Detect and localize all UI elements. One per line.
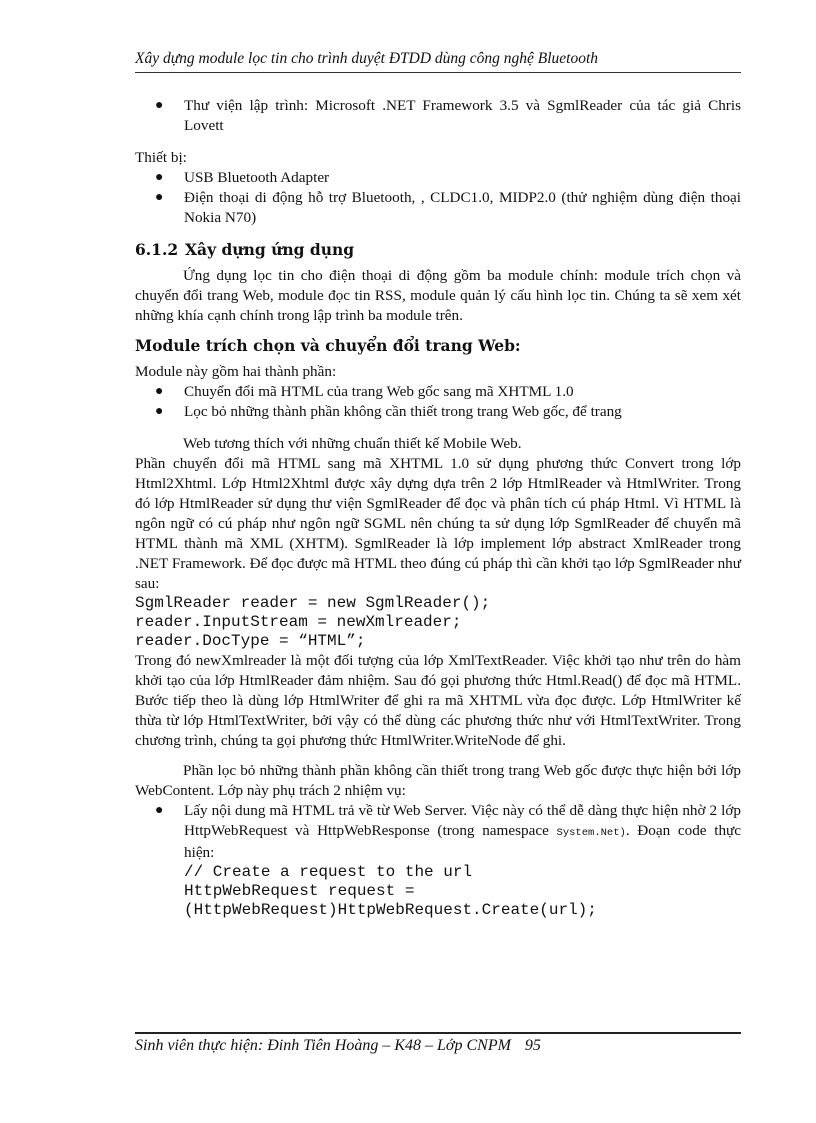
code-line: reader.InputStream = newXmlreader; <box>135 613 462 631</box>
page-number: 95 <box>524 1037 541 1054</box>
module-bullet-continuation: Web tương thích với những chuẩn thiết kế Mobile Web. <box>183 435 522 452</box>
code-line: SgmlReader reader = new SgmlReader(); <box>135 594 491 612</box>
header-rule <box>135 72 741 73</box>
bullet-dot-icon: ● <box>155 98 164 113</box>
task-bullet-text: Lấy nội dung mã HTML trả về từ Web Server. Việc này có thể dễ dàng thực hiện nhờ 2 lớp HttpWebRequest và HttpWebResponse (trong namespace <box>184 802 741 839</box>
device-bullet-1 <box>135 168 741 188</box>
module-heading: Module trích chọn và chuyển đổi trang Web: <box>135 336 521 355</box>
bullet-dot-icon: ● <box>155 190 164 205</box>
bullet-dot-icon: ● <box>155 384 164 399</box>
footer-rule <box>135 1032 741 1034</box>
section-title: Xây dựng ứng dụng <box>185 240 355 259</box>
bullet-dot-icon: ● <box>155 170 164 185</box>
page-body <box>135 96 741 920</box>
code-block-2 <box>135 863 741 920</box>
bullet-library <box>135 96 741 136</box>
after-code-paragraph: Trong đó newXmlreader là một đối tượng của lớp XmlTextReader. Việc khởi tạo như trên do hàm khởi tạo của lớp HtmlReader đảm nhiệm. Sau đó gọi phương thức Html.Read() để đọc mã HTML. Bước tiếp theo là dùng lớp HtmlWriter để ghi ra mã XHTML vừa đọc được. Lớp HtmlWriter kế thừa từ lớp HtmlTextWriter, bởi vậy có thể dùng các phương thức như với HtmlTextWriter. Trong chương trình, chúng ta gọi phương thức HtmlWriter.WriteNode để ghi. <box>135 652 741 749</box>
footer-text: Sinh viên thực hiện: Đinh Tiên Hoàng – K48 – Lớp CNPM <box>135 1037 511 1054</box>
bullet-dot-icon: ● <box>155 803 164 818</box>
module-bullet-text: Lọc bỏ những thành phần không cần thiết trong trang Web gốc, để trang <box>184 403 622 420</box>
filter-paragraph: Phần lọc bỏ những thành phần không cần thiết trong trang Web gốc được thực hiện bởi lớp WebContent. Lớp này phụ trách 2 nhiệm vụ: <box>135 762 741 799</box>
module-bullet-2 <box>135 402 741 422</box>
device-bullet-text: USB Bluetooth Adapter <box>184 169 330 186</box>
module-intro: Module này gồm hai thành phần: <box>135 363 337 380</box>
task-bullet-code-ref: System.Net) <box>556 827 626 839</box>
bullet-dot-icon: ● <box>155 404 164 419</box>
devices-label: Thiết bị: <box>135 149 187 166</box>
code-line: (HttpWebRequest)HttpWebRequest.Create(url); <box>184 901 597 919</box>
module-bullet-text: Chuyển đổi mã HTML của trang Web gốc sang mã XHTML 1.0 <box>184 383 574 400</box>
code-line: reader.DocType = “HTML”; <box>135 632 366 650</box>
intro-paragraph: Ứng dụng lọc tin cho điện thoại di động gồm ba module chính: module trích chọn và chuyển đổi trang Web, module đọc tin RSS, module quản lý cấu hình lọc tin. Chúng ta sẽ xem xét những khía cạnh chính trong lập trình ba module trên. <box>135 267 741 324</box>
code-line: // Create a request to the url <box>184 863 473 881</box>
task-bullet-tail: . Đoạn code thực hiện: <box>184 822 742 861</box>
module-bullet-1 <box>135 382 741 402</box>
running-footer <box>135 1037 541 1055</box>
running-header: Xây dựng module lọc tin cho trình duyệt ĐTDD dùng công nghệ Bluetooth <box>135 50 599 67</box>
section-heading <box>135 240 741 260</box>
device-bullet-2 <box>135 188 741 228</box>
convert-paragraph: Phần chuyển đổi mã HTML sang mã XHTML 1.0 sử dụng phương thức Convert trong lớp Html2Xhtml. Lớp Html2Xhtml được xây dựng dựa trên 2 lớp HtmlReader và HtmlWriter. Trong đó lớp HtmlReader sử dụng thư viện SgmlReader để đọc và phân tích cú pháp Html. Vì HTML là ngôn ngữ có cú pháp như ngôn ngữ SGML nên chúng ta sử dụng lớp SgmlReader để chuyển mã HTML thành mã XML (XHTM). SgmlReader là lớp implement lớp abstract XmlReader trong .NET Framework. Để đọc được mã HTML theo đúng cú pháp thì cần khởi tạo lớp SgmlReader như sau: <box>135 455 741 592</box>
bullet-library-text: Thư viện lập trình: Microsoft .NET Framework 3.5 và SgmlReader của tác giả Chris Lovett <box>184 97 741 134</box>
section-number: 6.1.2 <box>135 240 179 259</box>
code-line: HttpWebRequest request = <box>184 882 415 900</box>
device-bullet-text: Điện thoại di động hỗ trợ Bluetooth, , CLDC1.0, MIDP2.0 (thử nghiệm dùng điện thoại Nokia N70) <box>184 189 741 226</box>
task-bullet <box>135 801 741 863</box>
